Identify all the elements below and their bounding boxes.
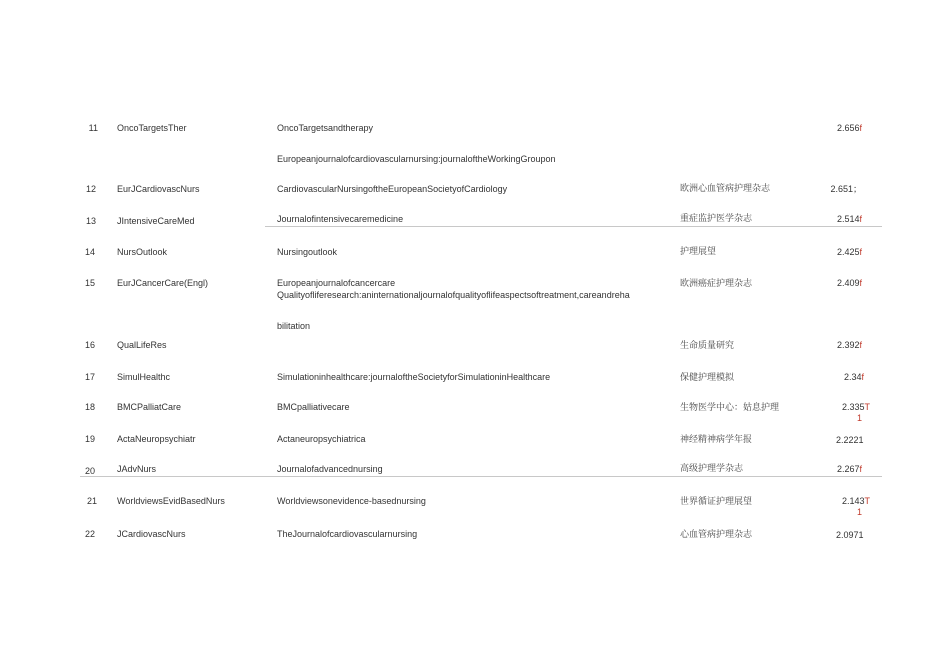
- divider: [80, 476, 882, 477]
- impact-factor: 2.143T: [841, 496, 870, 506]
- journal-abbreviation: BMCPalliatCare: [117, 402, 182, 412]
- chinese-name: 神经精神病学年报: [680, 435, 753, 445]
- row-number: 22: [84, 529, 95, 539]
- row-number: 17: [84, 372, 95, 382]
- journal-title-line: Europeanjournalofcardiovascularnursing:journaloftheWorkingGroupon: [277, 154, 556, 164]
- impact-factor: 2.514f: [836, 214, 862, 224]
- impact-factor-suffix: 1: [857, 413, 863, 423]
- chinese-name: 欧洲癌症护理杂志: [680, 279, 753, 289]
- impact-factor: 2.34f: [843, 372, 864, 382]
- journal-title: TheJournalofcardiovascularnursing: [277, 529, 418, 539]
- journal-title: Journalofadvancednursing: [277, 464, 383, 474]
- row-number: 13: [85, 216, 96, 226]
- journal-abbreviation: OncoTargetsTher: [117, 123, 187, 133]
- impact-factor: 2.392f: [836, 340, 862, 350]
- impact-factor: 2.425f: [836, 247, 862, 257]
- impact-factor: 2.409f: [836, 278, 862, 288]
- journal-title: Worldviewsonevidence-basednursing: [277, 496, 426, 506]
- chinese-name: 保健护理模拟: [680, 373, 735, 383]
- journal-abbreviation: JIntensiveCareMed: [117, 216, 195, 226]
- journal-abbreviation: EurJCardiovascNurs: [117, 184, 200, 194]
- journal-abbreviation: JAdvNurs: [117, 464, 157, 474]
- chinese-name: 欧洲心血管病护理杂志: [680, 184, 771, 194]
- journal-abbreviation: ActaNeuropsychiatr: [117, 434, 196, 444]
- chinese-name: 生物医学中心：姑息护理: [680, 403, 780, 413]
- journal-title: Journalofintensivecaremedicine: [277, 214, 404, 224]
- journal-abbreviation: NursOutlook: [117, 247, 168, 257]
- row-number: 21: [86, 496, 97, 506]
- chinese-name: 高级护理学杂志: [680, 464, 744, 474]
- chinese-name: 生命质量研究: [680, 341, 735, 351]
- impact-factor-suffix: 1: [857, 507, 863, 517]
- chinese-name: 世界循证护理展望: [680, 497, 753, 507]
- chinese-name: 心血管病护理杂志: [680, 530, 753, 540]
- journal-title: Europeanjournalofcancercare: [277, 278, 396, 288]
- impact-factor-clipped: 2.0971: [836, 530, 864, 540]
- journal-abbreviation: JCardiovascNurs: [117, 529, 186, 539]
- journal-title-line: bilitation: [277, 321, 311, 331]
- journal-title-line: Qualityofliferesearch:aninternationaljournalofqualityoflifeaspectsoftreatment,careandreha: [277, 290, 630, 300]
- journal-title: OncoTargetsandtherapy: [277, 123, 374, 133]
- row-number: 19: [84, 434, 95, 444]
- journal-title: Nursingoutlook: [277, 247, 338, 257]
- journal-title: Simulationinhealthcare:journaloftheSocietyforSimulationinHealthcare: [277, 372, 551, 382]
- journal-title: Actaneuropsychiatrica: [277, 434, 366, 444]
- impact-factor: 2.651；: [830, 184, 862, 194]
- journal-title: BMCpalliativecare: [277, 402, 350, 412]
- journal-abbreviation: SimulHealthc: [117, 372, 171, 382]
- journal-abbreviation: WorldviewsEvidBasedNurs: [117, 496, 225, 506]
- journal-title: CardiovascularNursingoftheEuropeanSocietyofCardiology: [277, 184, 508, 194]
- impact-factor: 2.267f: [836, 464, 862, 474]
- divider: [265, 226, 882, 227]
- row-number: 20: [84, 466, 95, 476]
- row-number: 18: [84, 402, 95, 412]
- impact-factor-clipped: 2.2221: [836, 435, 864, 445]
- chinese-name: 重症监护医学杂志: [680, 214, 753, 224]
- impact-factor: 2.656f: [836, 123, 862, 133]
- row-number: 16: [84, 340, 95, 350]
- journal-abbreviation: EurJCancerCare(Engl): [117, 278, 209, 288]
- impact-factor: 2.335T: [841, 402, 870, 412]
- journal-abbreviation: QualLifeRes: [117, 340, 167, 350]
- row-number: 15: [84, 278, 95, 288]
- chinese-name: 护理展望: [680, 247, 717, 257]
- row-number: 12: [85, 184, 96, 194]
- row-number: 11: [88, 123, 98, 133]
- row-number: 14: [84, 247, 95, 257]
